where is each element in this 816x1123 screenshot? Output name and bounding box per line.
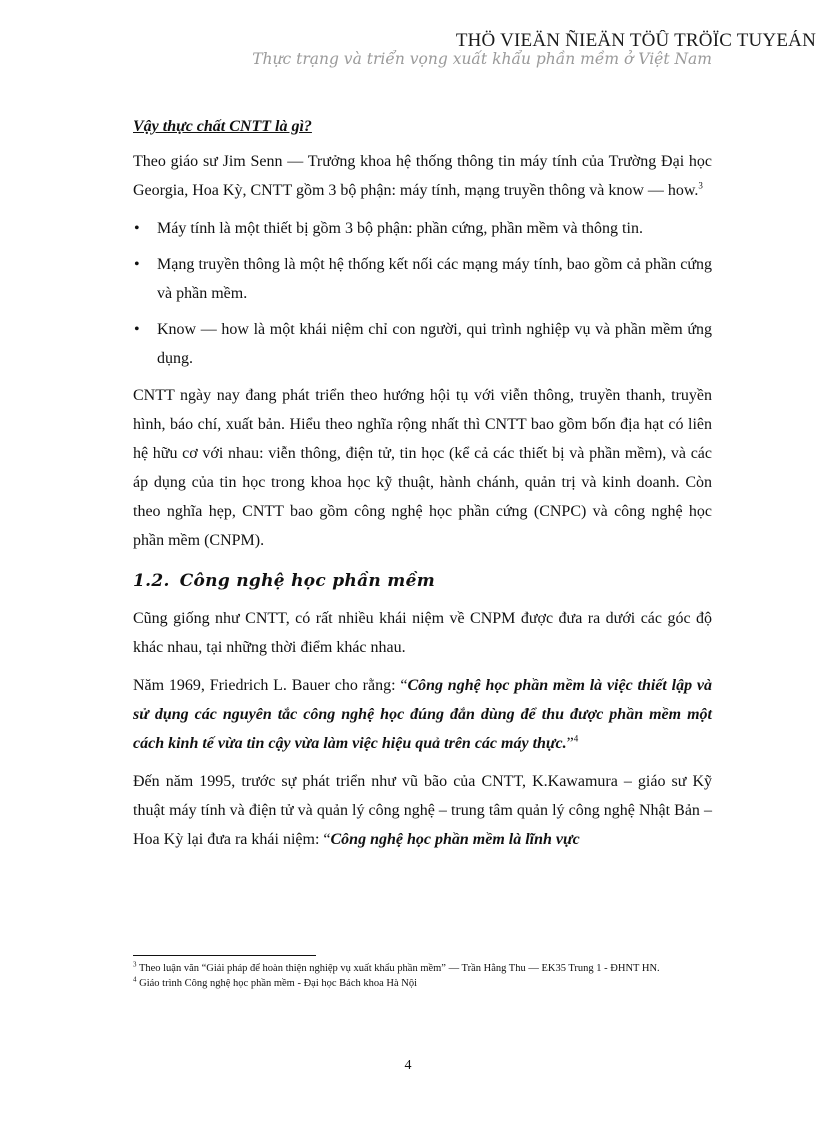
bullet-icon: • [134,321,140,338]
footnote-ref-4: 4 [573,733,579,744]
cntt-paragraph: CNTT ngày nay đang phát triển theo hướng hội tụ với viễn thông, truyền thanh, truyền hình, báo chí, xuất bản. Hiểu theo nghĩa rộng nhất thì CNTT bao gồm bốn địa hạt có liên hệ hữu cơ với nhau: viễn thông, điện tử, tin học (kể cả các thiết bị và phần mềm), và các áp dụng của tin học trong khoa học kỹ thuật, hành chánh, quản trị và kinh doanh. Còn theo nghĩa hẹp, CNTT bao gồm công nghệ học phần cứng (CNPC) và công nghệ học phần mềm (CNPM). [133,387,712,549]
cnpm-paragraph: Cũng giống như CNTT, có rất nhiều khái niệm về CNPM được đưa ra dưới các góc độ khác nhau, tại những thời điểm khác nhau. [133,610,712,656]
section-heading [133,564,712,598]
footnote-number: 4 [133,975,137,984]
bauer-lead: Năm 1969, Friedrich L. Bauer cho rằng: “ [133,677,408,694]
intro-text: Theo giáo sư Jim Senn — Trưởng khoa hệ thống thông tin máy tính của Trường Đại học Georgia, Hoa Kỳ, CNTT gồm 3 bộ phận: máy tính, mạng truyền thông và know — how. [133,153,712,199]
bauer-paragraph [133,671,712,758]
question-heading: Vậy thực chất CNTT là gì? [133,118,312,135]
page-number: 4 [404,1058,412,1073]
kawamura-lead: Đến năm 1995, trước sự phát triển như vũ bão của CNTT, K.Kawamura – giáo sư Kỹ thuật máy tính và điện tử và quản lý công nghệ – trung tâm quản lý công nghệ Nhật Bản – Hoa Kỳ lại đưa ra khái niệm: “ [133,773,712,848]
list-item [133,250,712,308]
intro-paragraph [133,147,712,205]
footnote-ref-3: 3 [698,180,703,191]
list-item-text: Máy tính là một thiết bị gồm 3 bộ phận: phần cứng, phần mềm và thông tin. [157,220,643,237]
list-item [133,214,712,243]
section-number: 1.2. [133,571,170,591]
footnote-text: Giáo trình Công nghệ học phần mềm - Đại học Bách khoa Hà Nội [139,978,418,989]
section-title: Công nghệ học phần mềm [179,571,435,591]
footnote-divider [133,955,316,956]
kawamura-quote: Công nghệ học phần mềm là lĩnh vực [330,831,580,848]
list-item-text: Know — how là một khái niệm chỉ con người, qui trình nghiệp vụ và phần mềm ứng dụng. [157,321,712,367]
footnotes [133,962,712,992]
page-body [133,112,712,863]
running-header-title: Thực trạng và triển vọng xuất khẩu phần mềm ở Việt Nam [252,50,712,68]
footnote [133,962,712,975]
footnote [133,977,712,990]
kawamura-paragraph [133,767,712,854]
list-item-text: Mạng truyền thông là một hệ thống kết nối các mạng máy tính, bao gồm cả phần cứng và phần mềm. [157,256,712,302]
bauer-close-quote: ” [566,735,574,752]
bullet-icon: • [134,256,140,273]
footnote-text: Theo luận văn “Giải pháp để hoàn thiện nghiệp vụ xuất khẩu phần mềm” — Trần Hằng Thu — EK35 Trung 1 - ĐHNT HN. [138,963,660,974]
bauer-quote: Công nghệ học phần mềm là việc thiết lập và sử dụng các nguyên tắc công nghệ học đúng đắn dùng để thu được phần mềm một cách kinh tế vừa tin cậy vừa làm việc hiệu quả trên các máy thực. [133,677,712,752]
list-item [133,315,712,373]
component-list [133,214,712,373]
footnote-number: 3 [133,960,137,969]
bullet-icon: • [134,220,140,237]
watermark-text: THÖ VIEÄN ÑIEÄN TÖÛ TRÖÏC TUYEÁN [455,30,816,51]
